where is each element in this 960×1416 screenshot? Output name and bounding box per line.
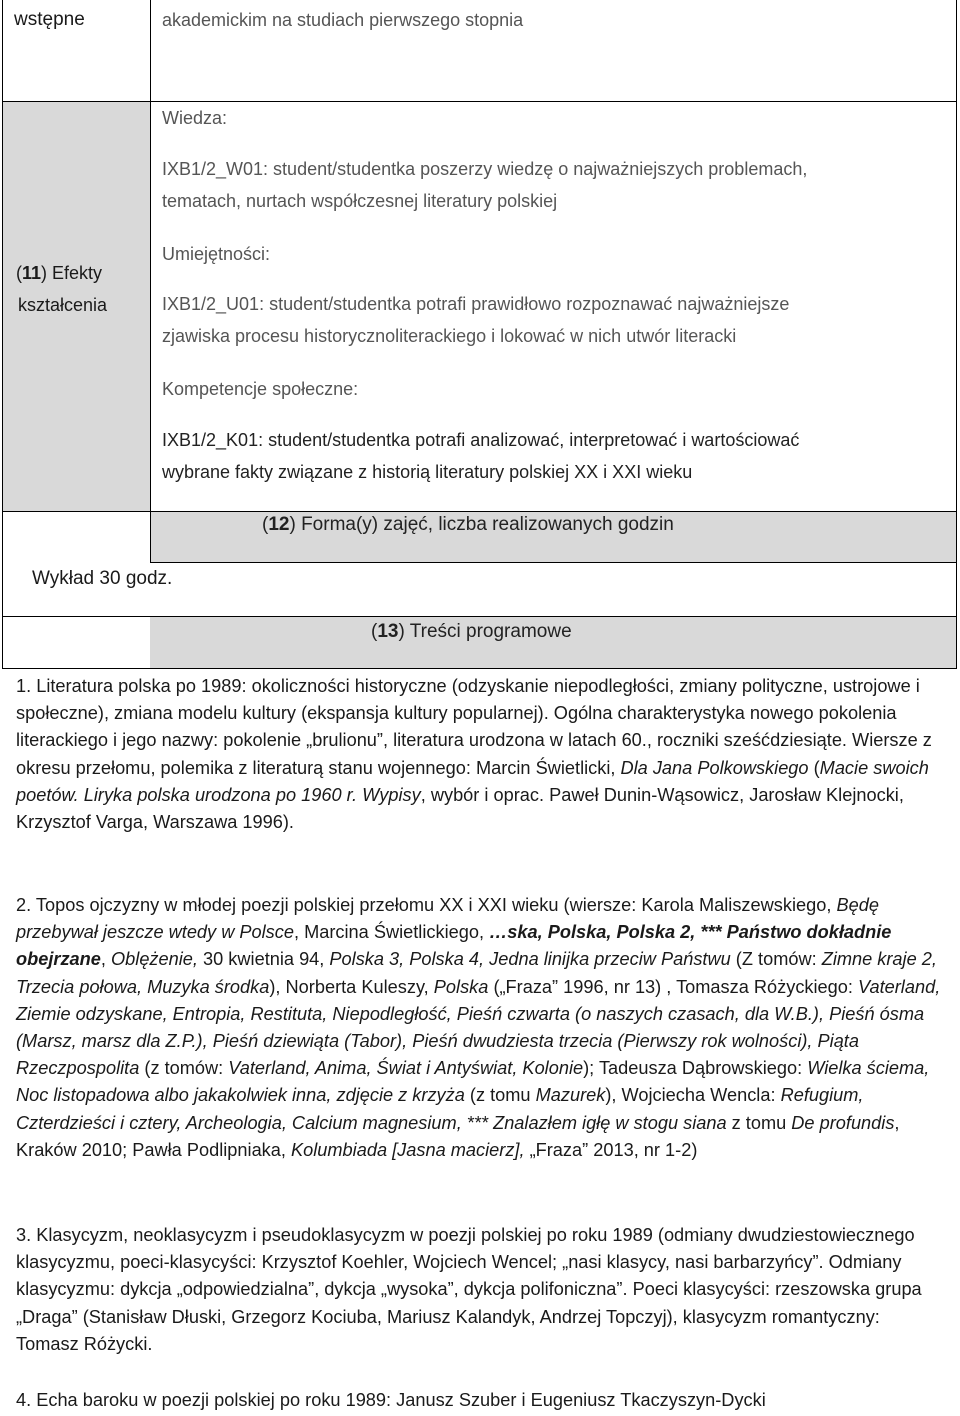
table-border-bottom (2, 668, 957, 669)
social-heading: Kompetencje społeczne: (162, 379, 359, 399)
forms-value: Wykład 30 godz. (32, 568, 173, 589)
outcomes-label: (11) Efekty (16, 263, 103, 283)
column-divider (150, 0, 151, 512)
content-header-label: Treści programowe (409, 621, 572, 642)
social-line2: wybrane fakty związane z historią literatury polskiej XX i XXI wieku (162, 462, 693, 482)
content-header-number: 13 (377, 621, 399, 642)
forms-header: (12) Forma(y) zajęć, liczba realizowanych godzin (262, 514, 674, 535)
row-divider (2, 101, 957, 102)
knowledge-line1: IXB1/2_W01: student/studentka poszerzy wiedzę o najważniejszych problemach, (162, 159, 808, 179)
row-divider (2, 616, 957, 617)
content-paragraph-1: 1. Literatura polska po 1989: okoliczności historyczne (odzyskanie niepodległości, zmiany polityczne, ustrojowe i społeczne), zmiana modelu kultury (ekspansja kultury popularnej). Ogólna charakterystyka nowego pokolenia literackiego i jego nazwy: pokolenie „brulionu”, literatura urodzona w latach 60., roczniki sześćdziesiąte. Wiersze z okresu przełomu, polemika z literaturą stanu wojennego: Marcin Świetlicki, Dla Jana Polkowskiego (Macie swoich poetów. Liryka polska urodzona po 1960 r. Wypisy, wybór i oprac. Paweł Dunin-Wąsowicz, Jarosław Klejnocki, Krzysztof Varga, Warszawa 1996). (16, 676, 932, 833)
forms-divider-left (150, 511, 151, 563)
row-divider (2, 511, 957, 512)
skills-line2: zjawiska procesu historycznoliterackiego i lokować w nich utwór literacki (162, 326, 737, 346)
forms-header-label: Forma(y) zajęć, liczba realizowanych godzin (301, 514, 674, 535)
knowledge-heading: Wiedza: (162, 108, 228, 128)
content-header: (13) Treści programowe (371, 621, 572, 642)
intro-value: akademickim na studiach pierwszego stopnia (162, 10, 524, 30)
skills-heading: Umiejętności: (162, 244, 271, 264)
outcomes-label-number: 11 (22, 263, 42, 283)
social-line1: IXB1/2_K01: student/studentka potrafi analizować, interpretować i wartościować (162, 430, 800, 450)
intro-label: wstępne (14, 9, 85, 30)
outcomes-label-line2: kształcenia (18, 295, 108, 315)
content-paragraph-4: 4. Echa baroku w poezji polskiej po roku 1989: Janusz Szuber i Eugeniusz Tkaczyszyn-Dycki (16, 1390, 766, 1410)
outcomes-label-line1: Efekty (52, 263, 103, 283)
knowledge-line2: tematach, nurtach współczesnej literatury polskiej (162, 191, 558, 211)
forms-header-number: 12 (268, 514, 290, 535)
content-paragraph-3: 3. Klasycyzm, neoklasycyzm i pseudoklasycyzm w poezji polskiej po roku 1989 (odmiany dwudziestowiecznego klasycyzmu, poeci-klasycyści: Krzysztof Koehler, Wojciech Wencel; „nasi klasycy, nasi barbarzyńcy”. Odmiany klasycyzmu: dykcja „odpowiedzialna”, dykcja „wysoka”, dykcja polifoniczna”. Poeci klasycyści: rzeszowska grupa „Draga” (Stanisław Dłuski, Grzegorz Kociuba, Mariusz Kalandyk, Andrzej Topczyj), klasycyzm romantyczny: Tomasz Różycki. (16, 1225, 922, 1354)
forms-divider-bottom (150, 562, 957, 563)
content-paragraph-2: 2. Topos ojczyzny w młodej poezji polskiej przełomu XX i XXI wieku (wiersze: Karola Maliszewskiego, Będę przebywał jeszcze wtedy w Polsce, Marcina Świetlickiego, …ska, Polska, Polska 2, *** Państwo dokładnie obejrzane, Oblężenie, 30 kwietnia 94, Polska 3, Polska 4, Jedna linijka przeciw Państwu (Z tomów: Zimne kraje 2, Trzecia połowa, Muzyka środka), Norberta Kuleszy, Polska („Fraza” 1996, nr 13) , Tomasza Różyckiego: Vaterland, Ziemie odzyskane, Entropia, Restituta, Niepodległość, Pieśń czwarta (o naszych czasach, dla W.B.), Pieśń ósma (Marsz, marsz dla Z.P.), Pieśń dziewiąta (Tabor), Pieśń dwudziesta trzecia (Pierwszy rok wolności), Piąta Rzeczpospolita (z tomów: Vaterland, Anima, Świat i Antyświat, Kolonie); Tadeusza Dąbrowskiego: Wielka ściema, Noc listopadowa albo jakakolwiek inna, zdjęcie z krzyża (z tomu Mazurek), Wojciecha Wencla: Refugium, Czterdzieści i cztery, Archeologia, Calcium magnesium, *** Znalazłem igłę w stogu siana z tomu De profundis, Kraków 2010; Pawła Podlipniaka, Kolumbiada [Jasna macierz], „Fraza” 2013, nr 1-2) (16, 895, 941, 1160)
skills-line1: IXB1/2_U01: student/studentka potrafi prawidłowo rozpoznawać najważniejsze (162, 294, 790, 314)
